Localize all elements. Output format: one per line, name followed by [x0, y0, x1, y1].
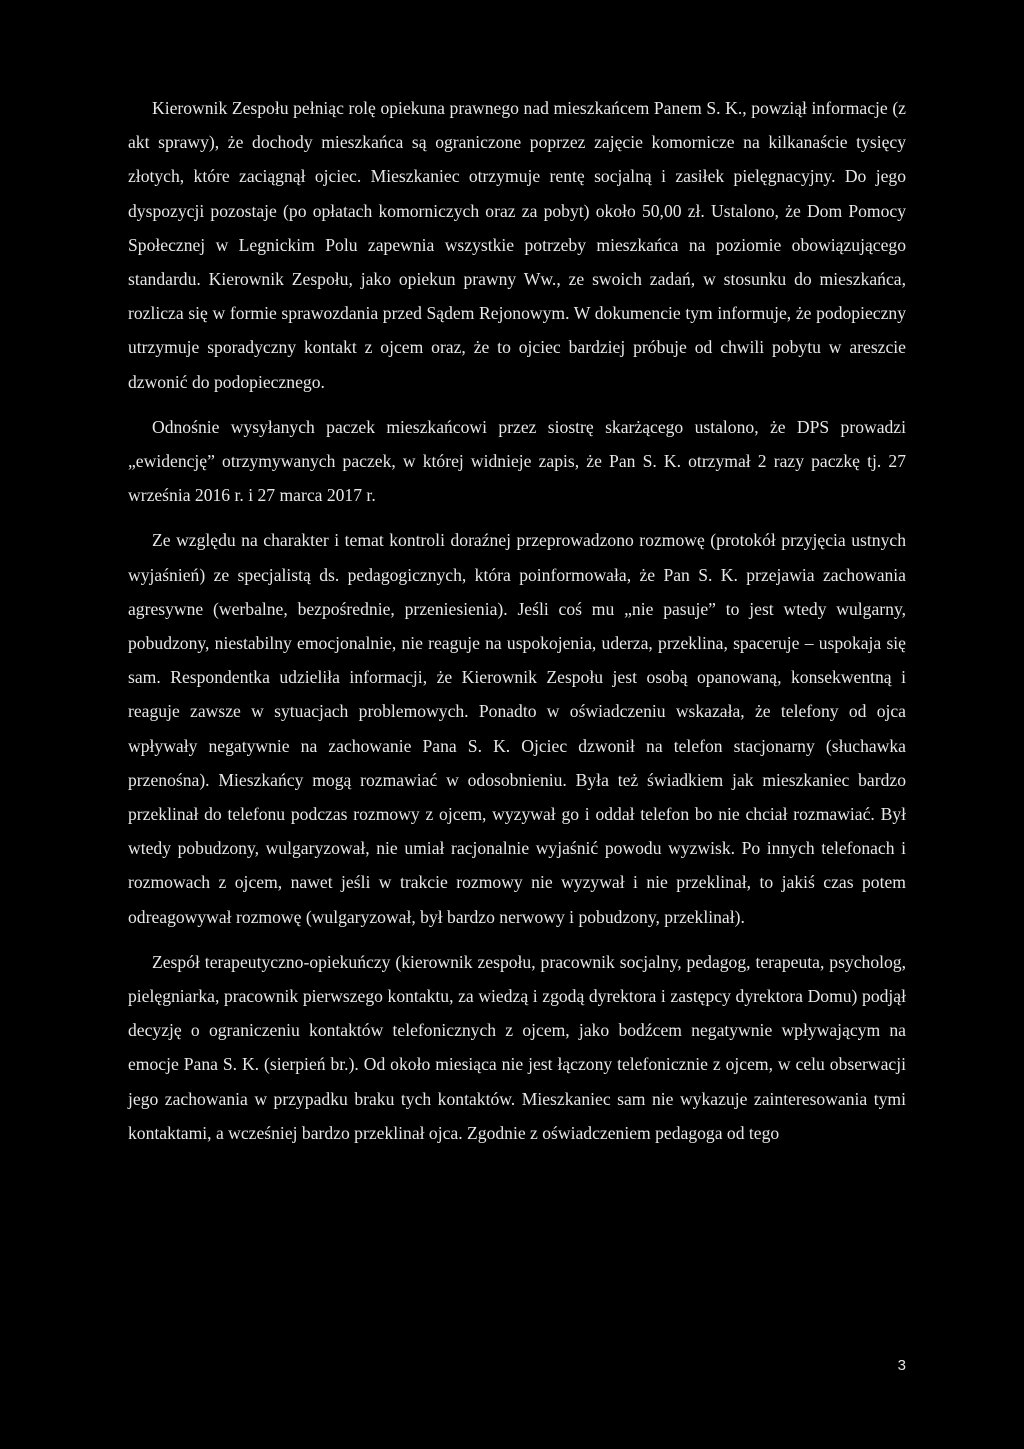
- paragraph-pedagogue-interview: Ze względu na charakter i temat kontroli doraźnej przeprowadzono rozmowę (protokół przyjęcia ustnych wyjaśnień) ze specjalistą ds. pedagogicznych, która poinformowała, że Pan S. K. przejawia zachowania agresywne (werbalne, bezpośrednie, przeniesienia). Jeśli coś mu „nie pasuje” to jest wtedy wulgarny, pobudzony, niestabilny emocjonalnie, nie reaguje na uspokojenia, uderza, przeklina, spaceruje – uspokaja się sam. Respondentka udzieliła informacji, że Kierownik Zespołu jest osobą opanowaną, konsekwentną i reaguje zawsze w sytuacjach problemowych. Ponadto w oświadczeniu wskazała, że telefony od ojca wpływały negatywnie na zachowanie Pana S. K. Ojciec dzwonił na telefon stacjonarny (słuchawka przenośna). Mieszkańcy mogą rozmawiać w odosobnieniu. Była też świadkiem jak mieszkaniec bardzo przeklinał do telefonu podczas rozmowy z ojcem, wyzywał go i oddał telefon bo nie chciał rozmawiać. Był wtedy pobudzony, wulgaryzował, nie umiał racjonalnie wyjaśnić powodu wyzwisk. Po innych telefonach i rozmowach z ojcem, nawet jeśli w trakcie rozmowy nie wyzywał i nie przeklinał, to jakiś czas potem odreagowywał rozmowę (wulgaryzował, był bardzo nerwowy i pobudzony, przeklinał).: [128, 530, 906, 927]
- paragraph-therapy-team-decision: Zespół terapeutyczno-opiekuńczy (kierownik zespołu, pracownik socjalny, pedagog, terapeuta, psycholog, pielęgniarka, pracownik pierwszego kontaktu, za wiedzą i zgodą dyrektora i zastępcy dyrektora Domu) podjął decyzję o ograniczeniu kontaktów telefonicznych z ojcem, jako bodźcem negatywnie wpływającym na emocje Pana S. K. (sierpień br.). Od około miesiąca nie jest łączony telefonicznie z ojcem, w celu obserwacji jego zachowania w przypadku braku tych kontaktów. Mieszkaniec sam nie wykazuje zainteresowania tymi kontaktami, a wcześniej bardzo przeklinał ojca. Zgodnie z oświadczeniem pedagoga od tego: [128, 951, 906, 1143]
- paragraph-parcels: Odnośnie wysyłanych paczek mieszkańcowi przez siostrę skarżącego ustalono, że DPS prowadzi „ewidencję” otrzymywanych paczek, w której widnieje zapis, że Pan S. K. otrzymał 2 razy paczkę tj. 27 września 2016 r. i 27 marca 2017 r.: [128, 416, 906, 506]
- paragraph-guardian-report: Kierownik Zespołu pełniąc rolę opiekuna prawnego nad mieszkańcem Panem S. K., powziął informacje (z akt sprawy), że dochody mieszkańca są ograniczone poprzez zajęcie komornicze na kilkanaście tysięcy złotych, które zaciągnął ojciec. Mieszkaniec otrzymuje rentę socjalną i zasiłek pielęgnacyjny. Do jego dyspozycji pozostaje (po opłatach komorniczych oraz za pobyt) około 50,00 zł. Ustalono, że Dom Pomocy Społecznej w Legnickim Polu zapewnia wszystkie potrzeby mieszkańca na poziomie obowiązującego standardu. Kierownik Zespołu, jako opiekun prawny Ww., ze swoich zadań, w stosunku do mieszkańca, rozlicza się w formie sprawozdania przed Sądem Rejonowym. W dokumencie tym informuje, że podopieczny utrzymuje sporadyczny kontakt z ojcem oraz, że to ojciec bardziej próbuje od chwili pobytu w areszcie dzwonić do podopiecznego.: [128, 98, 906, 392]
- page-number: 3: [897, 1357, 906, 1374]
- document-body: [128, 91, 906, 1150]
